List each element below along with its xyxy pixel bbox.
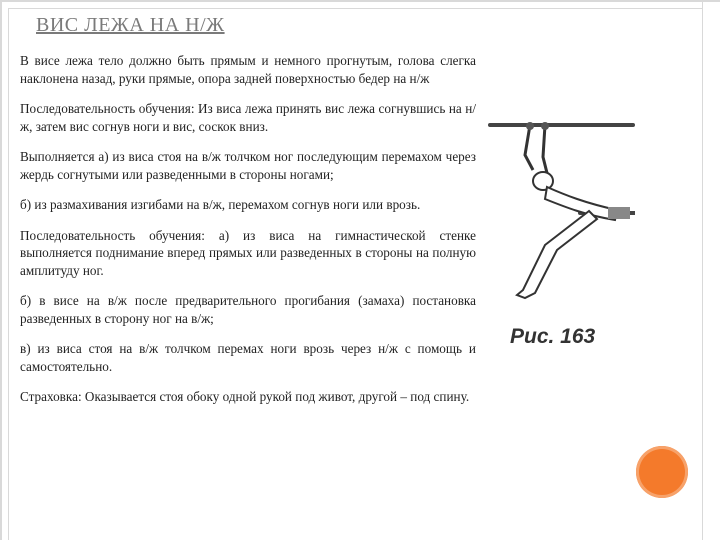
paragraph: Последовательность обучения: а) из виса на гимнастической стенке выполняется поднимание вперед прямых или разведенных в стороны на полную амплитуду ног. (20, 227, 476, 278)
frame-right-border (702, 0, 703, 540)
paragraph: в) из виса стоя на в/ж толчком перемах ноги врозь через н/ж с помощь и самостоятельно. (20, 341, 476, 374)
decorative-circle (636, 446, 688, 498)
paragraph: Последовательность обучения: Из виса лежа принять вис лежа согнувшись на н/ж, затем вис согнув ноги и вис, соскок вниз. (20, 101, 476, 134)
paragraph: В висе лежа тело должно быть прямым и немного прогнутым, голова слегка наклонена назад, руки прямые, опора задней поверхностью бедер на н/ж (20, 53, 476, 86)
frame-inner-top-border (8, 8, 702, 9)
paragraph: б) из размахивания изгибами на в/ж, перемахом согнув ноги или врозь. (20, 197, 421, 212)
frame-top-border (0, 0, 720, 2)
figure-caption: Рис. 163 (510, 325, 596, 348)
frame-inner-left-border (8, 8, 9, 540)
paragraph: Страховка: Оказывается стоя обоку одной рукой под живот, другой – под спину. (20, 389, 470, 404)
frame-left-border (0, 0, 2, 540)
slide-title: ВИС ЛЕЖА НА Н/Ж (36, 14, 225, 36)
paragraph: б) в висе на в/ж после предварительного прогибания (замаха) постановка разведенных в сторону ног на в/ж; (20, 293, 476, 326)
slide-body (20, 52, 476, 419)
paragraph: Выполняется а) из виса стоя на в/ж толчком ног последующим перемахом через жердь согнутыми или разведенными в стороны ногами; (20, 149, 476, 182)
